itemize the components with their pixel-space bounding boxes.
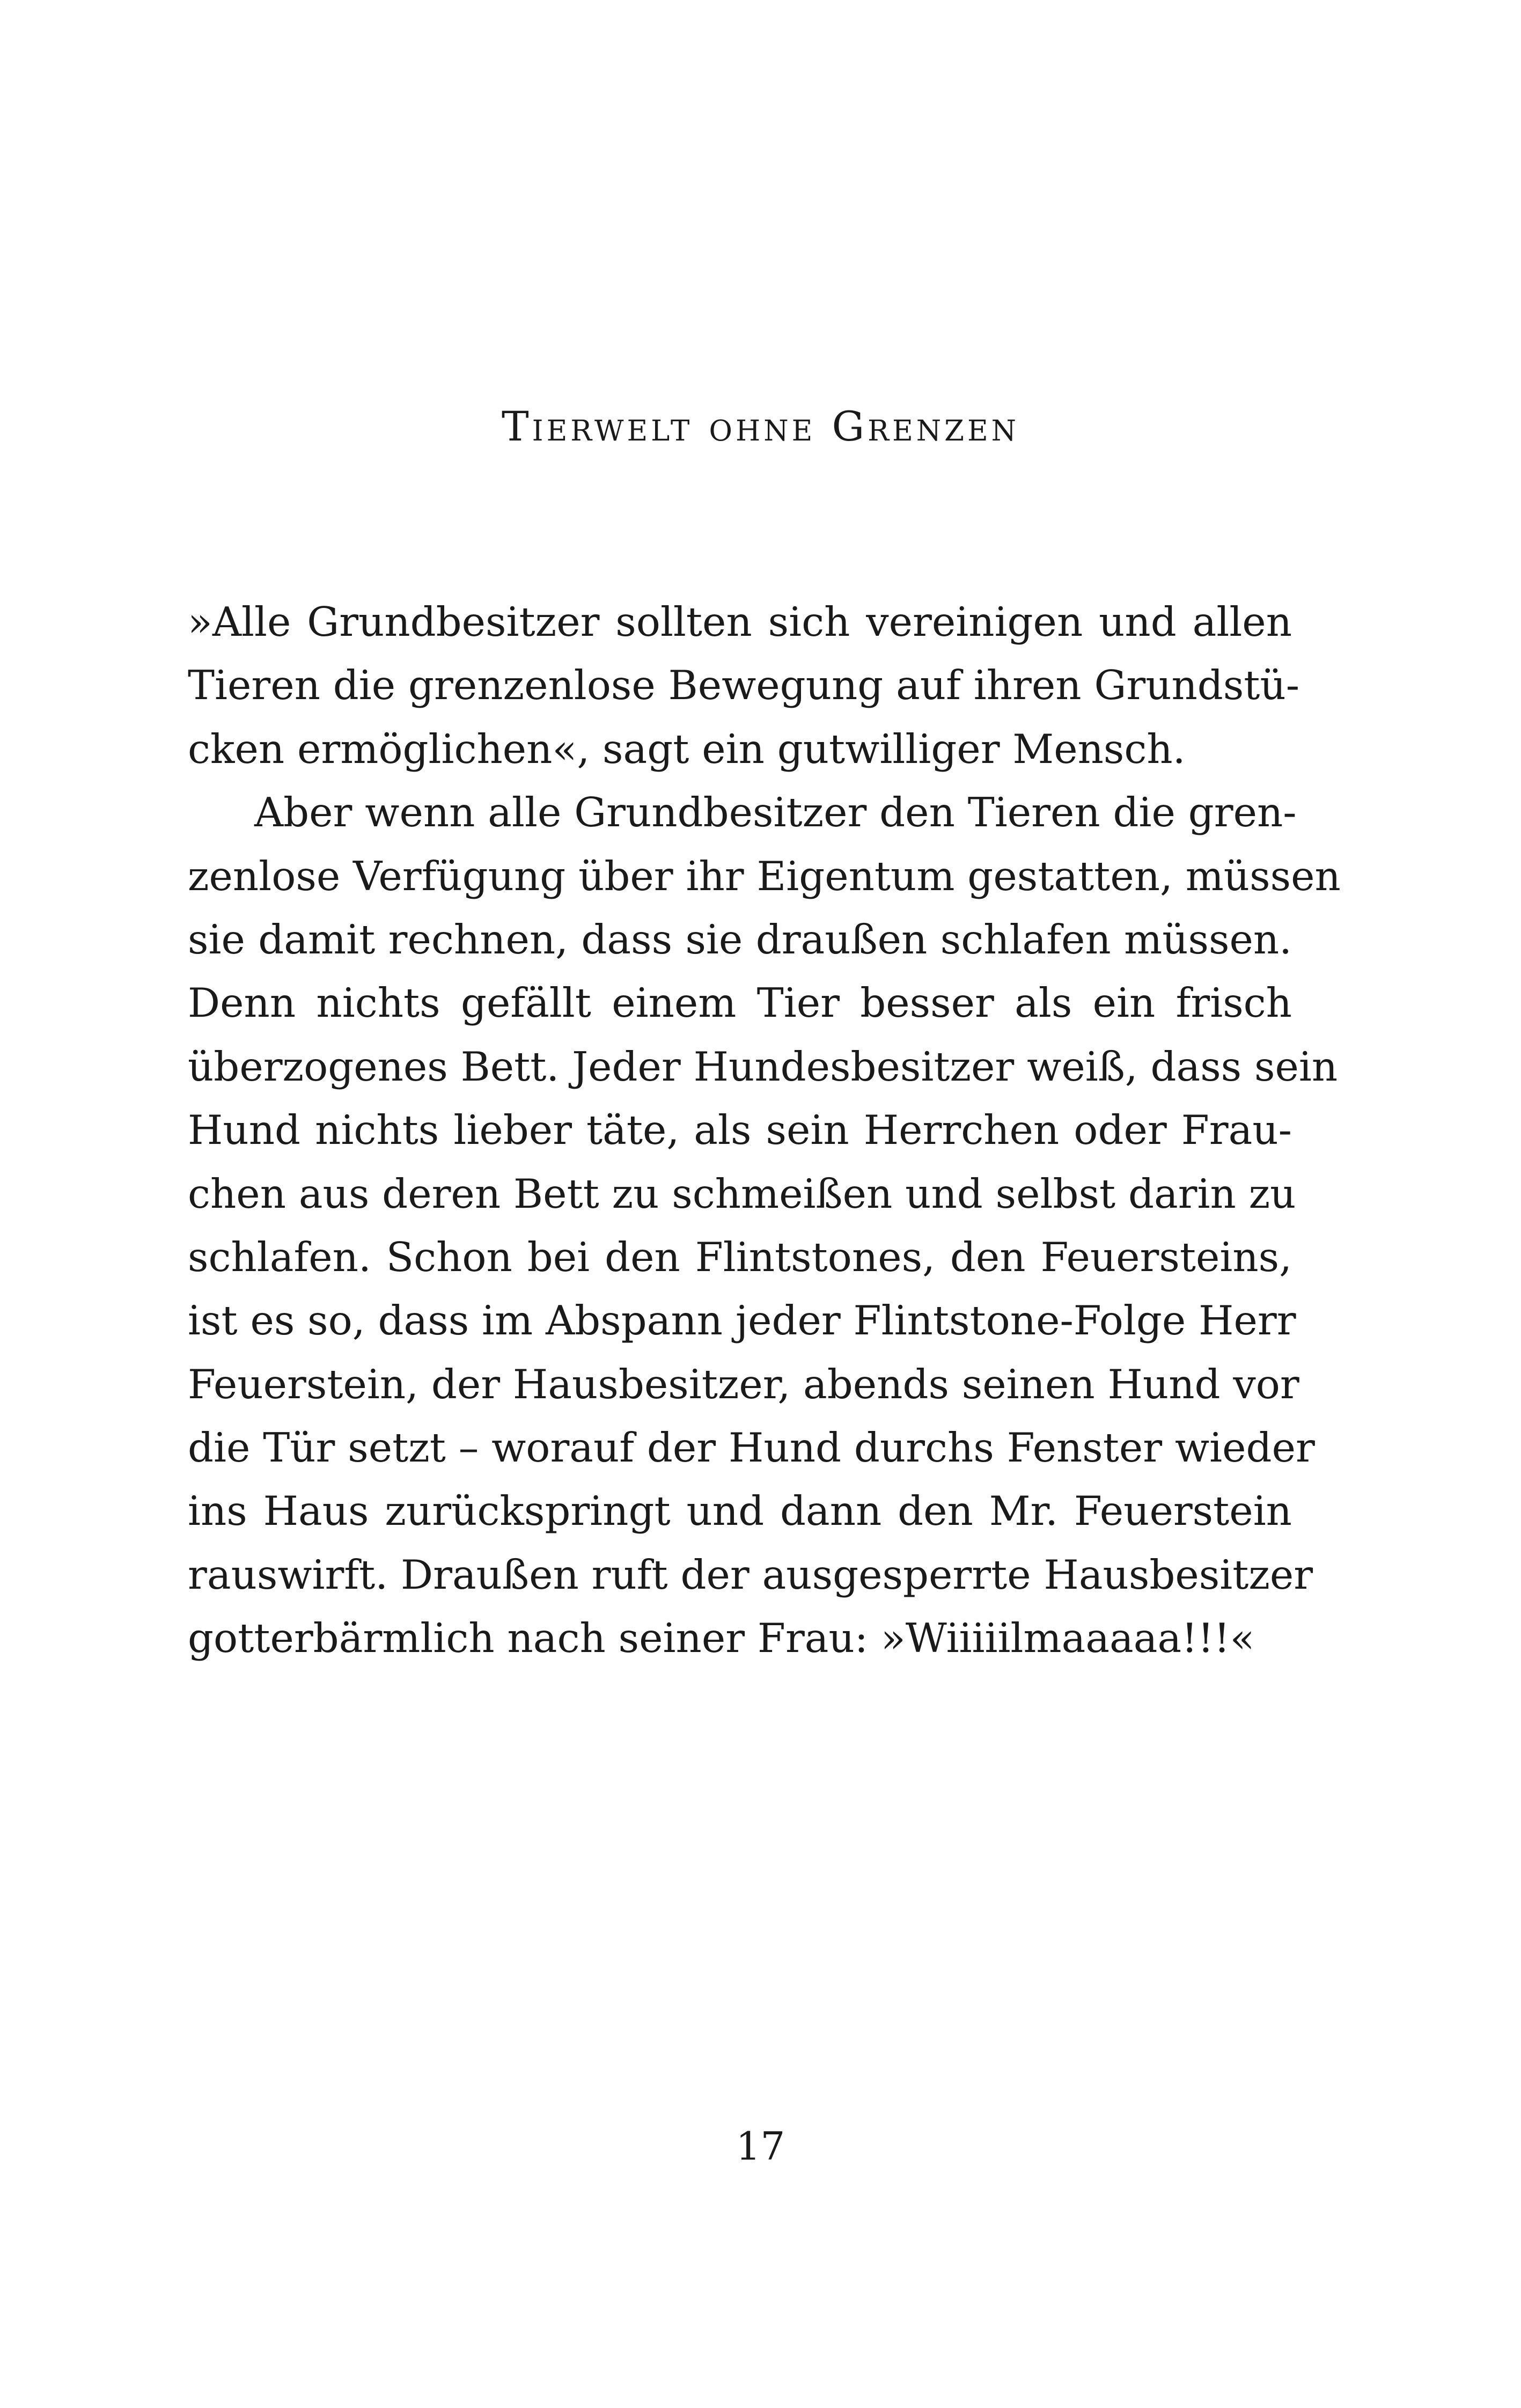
text-line: ist es so, dass im Abspann jeder Flintstone-Folge Herr <box>188 1297 1296 1345</box>
text-line: Denn nichts gefällt einem Tier besser als ein frisch <box>188 979 1292 1027</box>
text-line: cken ermöglichen«, sagt ein gutwilliger Mensch. <box>188 725 1186 773</box>
body-text <box>188 590 1341 1670</box>
text-line: Hund nichts lieber täte, als sein Herrchen oder Frau- <box>188 1106 1292 1154</box>
text-line: rauswirft. Draußen ruft der ausgesperrte Hausbesitzer <box>188 1551 1313 1598</box>
chapter-title: Tierwelt ohne Grenzen <box>501 402 1020 450</box>
text-line: Aber wenn alle Grundbesitzer den Tieren die gren- <box>254 789 1297 836</box>
text-line: gotterbärmlich nach seiner Frau: »Wiiiiilmaaaaa!!!« <box>188 1614 1255 1662</box>
text-line: schlafen. Schon bei den Flintstones, den Feuersteins, <box>188 1233 1292 1281</box>
text-line: Tieren die grenzenlose Bewegung auf ihren Grundstü- <box>188 662 1300 709</box>
text-line: die Tür setzt – worauf der Hund durchs Fenster wieder <box>188 1424 1315 1472</box>
paragraph-2 <box>188 781 1341 1670</box>
text-line: überzogenes Bett. Jeder Hundesbesitzer weiß, dass sein <box>188 1043 1338 1090</box>
text-line: »Alle Grundbesitzer sollten sich vereinigen und allen <box>188 598 1292 645</box>
text-line: sie damit rechnen, dass sie draußen schlafen müssen. <box>188 915 1292 963</box>
text-line: ins Haus zurückspringt und dann den Mr. Feuerstein <box>188 1487 1292 1535</box>
text-line: Feuerstein, der Hausbesitzer, abends seinen Hund vor <box>188 1360 1299 1408</box>
text-line: zenlose Verfügung über ihr Eigentum gestatten, müssen <box>188 852 1341 900</box>
text-line: chen aus deren Bett zu schmeißen und selbst darin zu <box>188 1170 1296 1217</box>
paragraph-1 <box>188 590 1300 781</box>
page-number: 17 <box>736 2124 785 2169</box>
